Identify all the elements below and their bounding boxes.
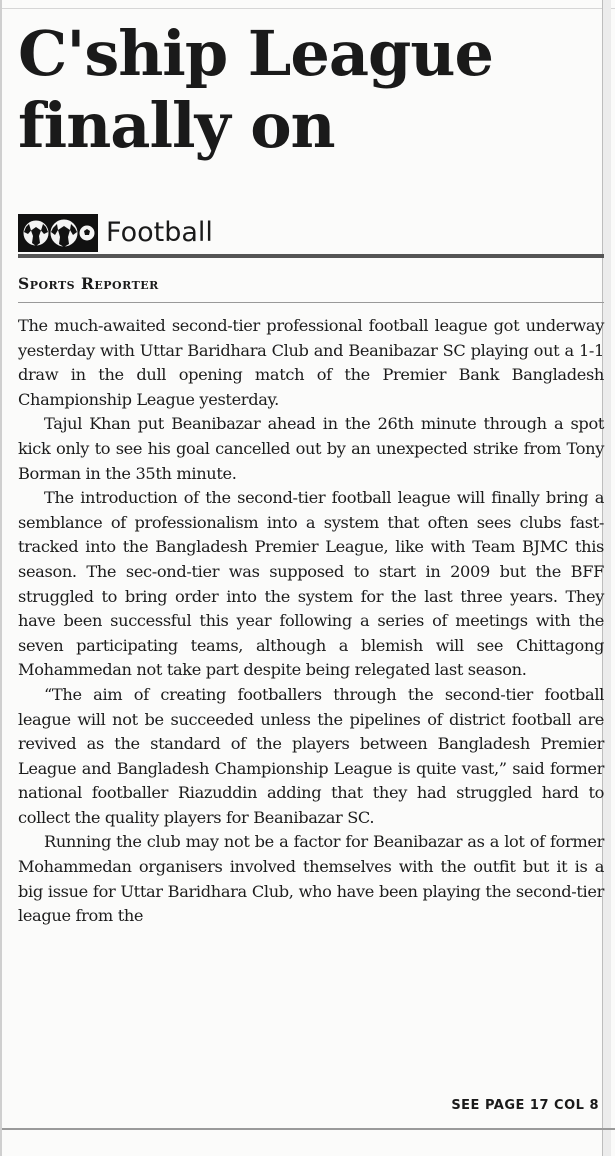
top-rule: [2, 8, 615, 9]
paragraph: Running the club may not be a factor for Beanibazar as a lot of former Mohammedan organisers involved themselves with the outfit but it is a big issue for Uttar Baridhara Club, who have been playing the second-tier league from the: [18, 832, 604, 926]
paragraph: The introduction of the second-tier football league will finally bring a semblance of professionalism into a system that often sees clubs fast-tracked into the Bangladesh Premier League, like with Team BJMC this season. The sec-ond-tier was supposed to start in 2009 but the BFF struggled to bring order into the system for the last three years. They have been successful this year following a series of meetings with the seven participating teams, although a blemish will see Chittagong Mohammedan not take part despite being relegated last season.: [18, 488, 604, 680]
byline: Sports Reporter: [18, 274, 159, 293]
byline-rule: [18, 302, 604, 303]
article-body: [18, 314, 604, 929]
paragraph: Tajul Khan put Beanibazar ahead in the 26th minute through a spot kick only to see his goal cancelled out by an unexpected strike from Tony Borman in the 35th minute.: [18, 414, 604, 483]
section-rule: [18, 254, 604, 258]
section-header: [18, 212, 604, 254]
bottom-rule: [2, 1128, 615, 1130]
football-icon: [18, 214, 98, 252]
continuation-line: SEE PAGE 17 COL 8: [451, 1098, 599, 1113]
paragraph: “The aim of creating footballers through the second-tier football league will not be succeeded unless the pipelines of district football are revived as the standard of the players between Bangladesh Premier League and Bangladesh Championship League is quite vast,” said former national footballer Riazuddin adding that they had struggled hard to collect the quality players for Beanibazar SC.: [18, 684, 604, 827]
headline: C'ship League finally on: [18, 17, 493, 162]
section-label: Football: [106, 217, 213, 248]
paragraph: The much-awaited second-tier professional football league got underway yesterday with Uttar Baridhara Club and Beanibazar SC playing out a 1-1 draw in the dull opening match of the Premier Bank Bangladesh Championship League yesterday.: [18, 316, 604, 409]
